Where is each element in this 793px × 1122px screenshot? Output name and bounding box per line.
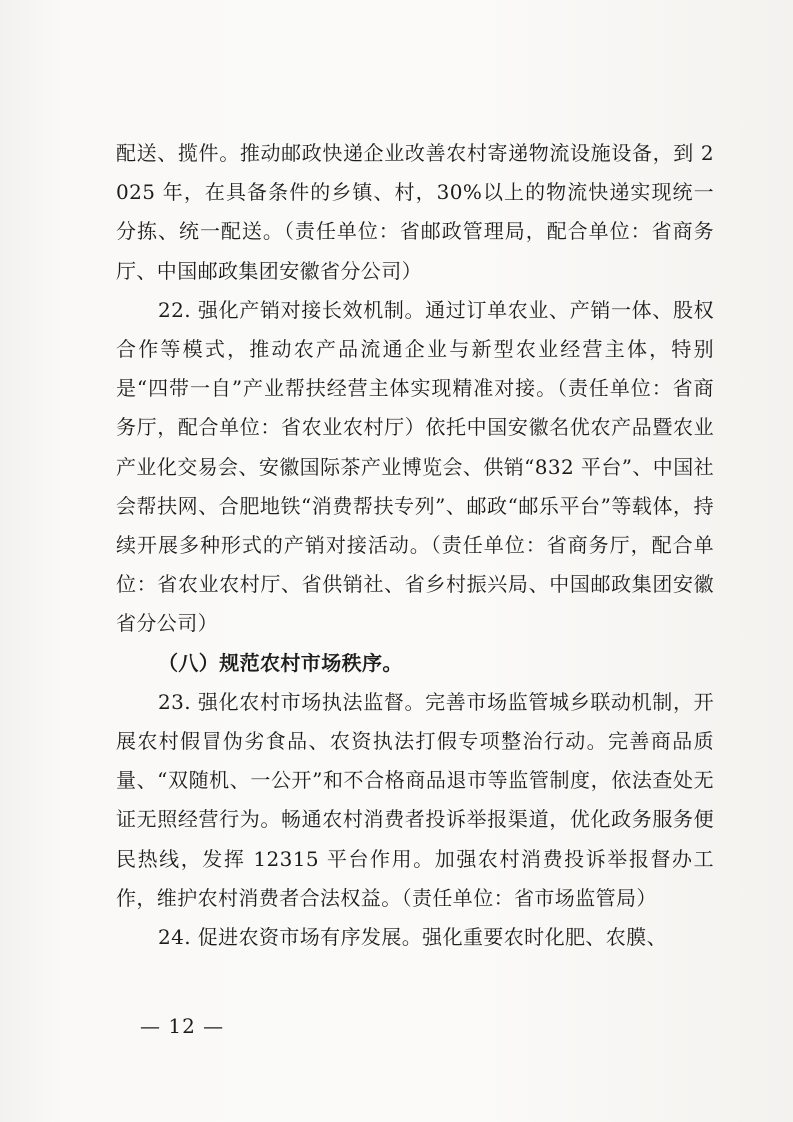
section-heading-8: （八）规范农村市场秩序。: [158, 650, 403, 675]
document-body: [116, 134, 714, 957]
page-number: — 12 —: [140, 1014, 225, 1038]
paragraph-item-23: 23. 强化农村市场执法监督。完善市场监管城乡联动机制，开展农村假冒伪劣食品、农资执法打假专项整治行动。完善商品质量、“双随机、一公开”和不合格商品退市等监管制度，依法查处无证无照经营行为。畅通农村消费者投诉举报渠道，优化政务服务便民热线，发挥 12315 平台作用。加强农村消费投诉举报督办工作，维护农村消费者合法权益。（责任单位：省市场监管局）: [116, 689, 714, 910]
paragraph-continuation: 配送、揽件。推动邮政快递企业改善农村寄递物流设施设备，到 2025 年，在具备条件的乡镇、村，30%以上的物流快递实现统一分拣、统一配送。（责任单位：省邮政管理局，配合单位：省商务厅、中国邮政集团安徽省分公司）: [116, 141, 714, 283]
paragraph-item-22: 22. 强化产销对接长效机制。通过订单农业、产销一体、股权合作等模式，推动农产品流通企业与新型农业经营主体，特别是“四带一自”产业帮扶经营主体实现精准对接。（责任单位：省商务厅，配合单位：省农业农村厅）依托中国安徽名优农产品暨农业产业化交易会、安徽国际茶产业博览会、供销“832 平台”、中国社会帮扶网、合肥地铁“消费帮扶专列”、邮政“邮乐平台”等载体，持续开展多种形式的产销对接活动。（责任单位：省商务厅，配合单位：省农业农村厅、省供销社、省乡村振兴局、中国邮政集团安徽省分公司）: [116, 297, 714, 636]
paragraph-item-24: 24. 促进农资市场有序发展。强化重要农时化肥、农膜、: [158, 925, 667, 950]
